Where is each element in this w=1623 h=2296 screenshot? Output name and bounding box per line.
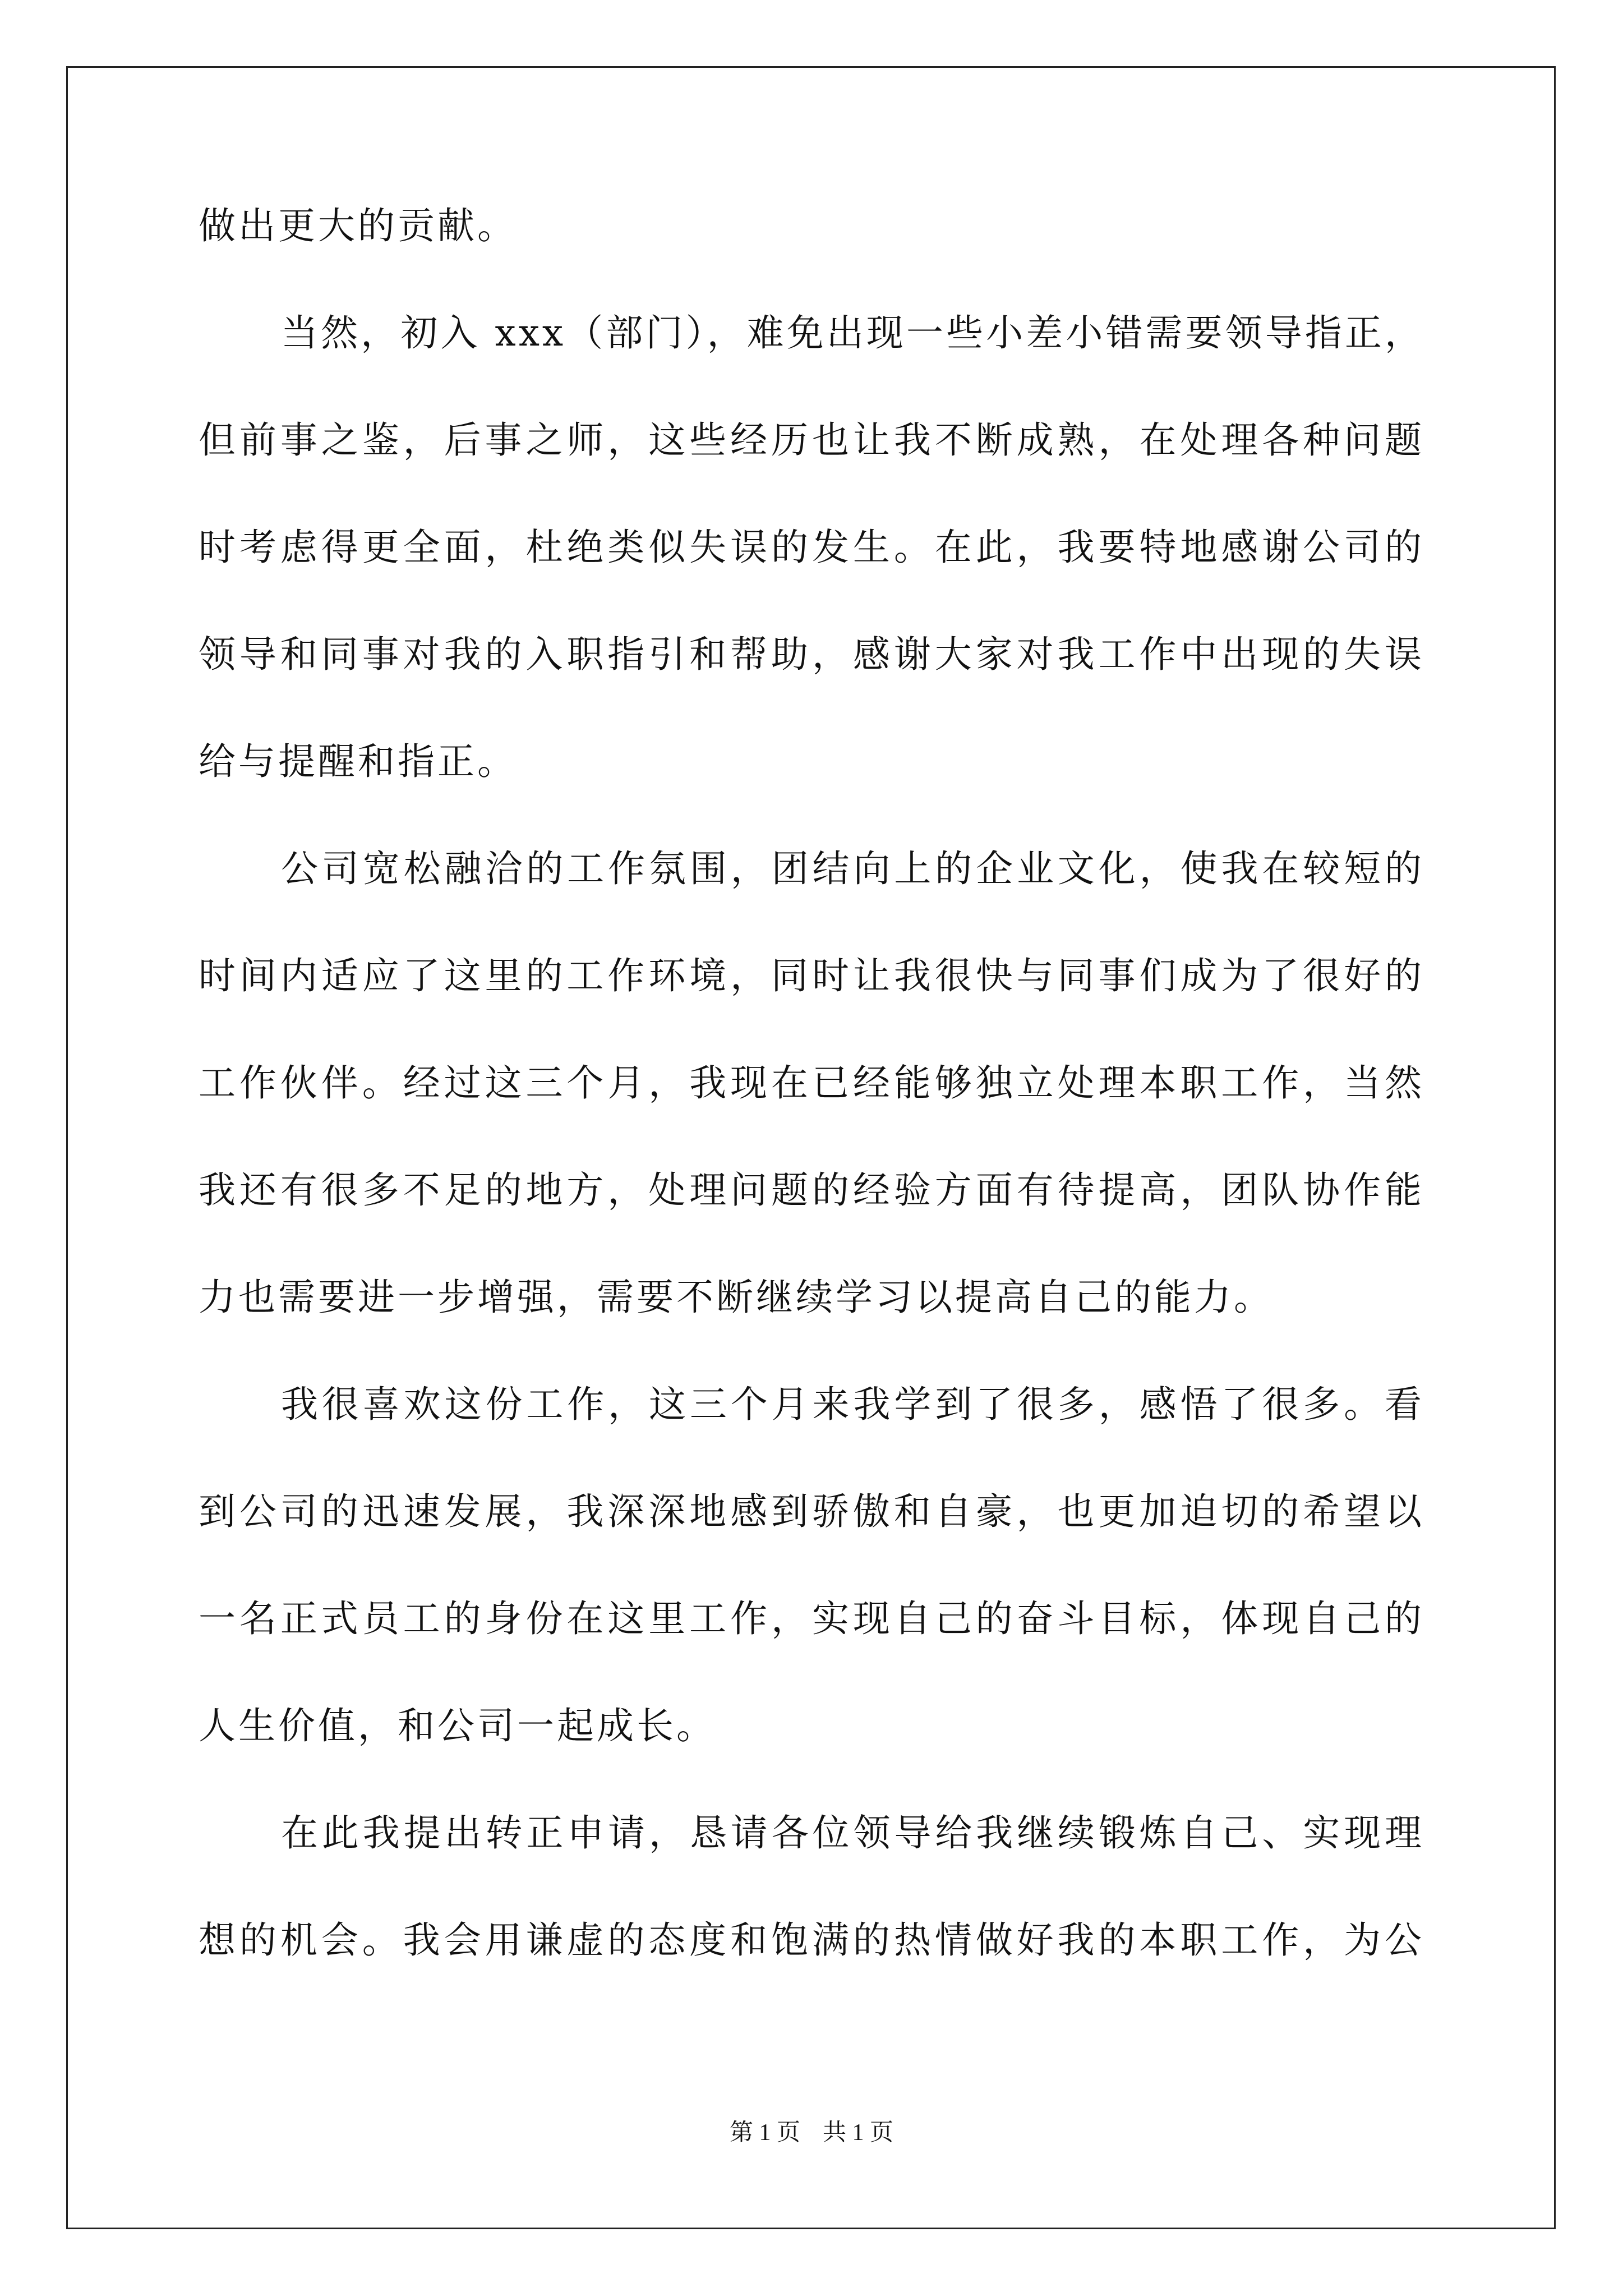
page-count: 共 1 页 xyxy=(823,2120,894,2146)
text-line: 当然，初入 xxx（部门），难免出现一些小差小错需要领导指正， xyxy=(281,311,1424,355)
text-line: 领导和同事对我的入职指引和帮助，感谢大家对我工作中出现的失误 xyxy=(199,633,1424,676)
page-footer xyxy=(0,2114,1623,2147)
text-line: 到公司的迅速发展，我深深地感到骄傲和自豪，也更加迫切的希望以 xyxy=(199,1490,1424,1533)
document-body xyxy=(199,204,1424,2029)
text-line: 给与提醒和指正。 xyxy=(199,740,517,783)
text-line: 公司宽松融洽的工作氛围，团结向上的企业文化，使我在较短的 xyxy=(281,847,1424,890)
text-line: 但前事之鉴，后事之师，这些经历也让我不断成熟，在处理各种问题 xyxy=(199,418,1424,462)
text-line: 做出更大的贡献。 xyxy=(199,204,517,247)
page-number: 第 1 页 xyxy=(729,2120,800,2146)
text-line: 想的机会。我会用谦虚的态度和饱满的热情做好我的本职工作，为公 xyxy=(199,1918,1424,1962)
text-line: 一名正式员工的身份在这里工作，实现自己的奋斗目标，体现自己的 xyxy=(199,1597,1424,1640)
text-line: 工作伙伴。经过这三个月，我现在已经能够独立处理本职工作，当然 xyxy=(199,1061,1424,1105)
text-line: 在此我提出转正申请，恳请各位领导给我继续锻炼自己、实现理 xyxy=(281,1811,1424,1855)
text-line: 人生价值，和公司一起成长。 xyxy=(199,1704,716,1747)
text-line: 时间内适应了这里的工作环境，同时让我很快与同事们成为了很好的 xyxy=(199,954,1424,997)
text-line: 我还有很多不足的地方，处理问题的经验方面有待提高，团队协作能 xyxy=(199,1168,1424,1212)
text-line: 力也需要进一步增强，需要不断继续学习以提高自己的能力。 xyxy=(199,1276,1274,1319)
text-line: 时考虑得更全面，杜绝类似失误的发生。在此，我要特地感谢公司的 xyxy=(199,526,1424,569)
text-line: 我很喜欢这份工作，这三个月来我学到了很多，感悟了很多。看 xyxy=(281,1383,1424,1426)
